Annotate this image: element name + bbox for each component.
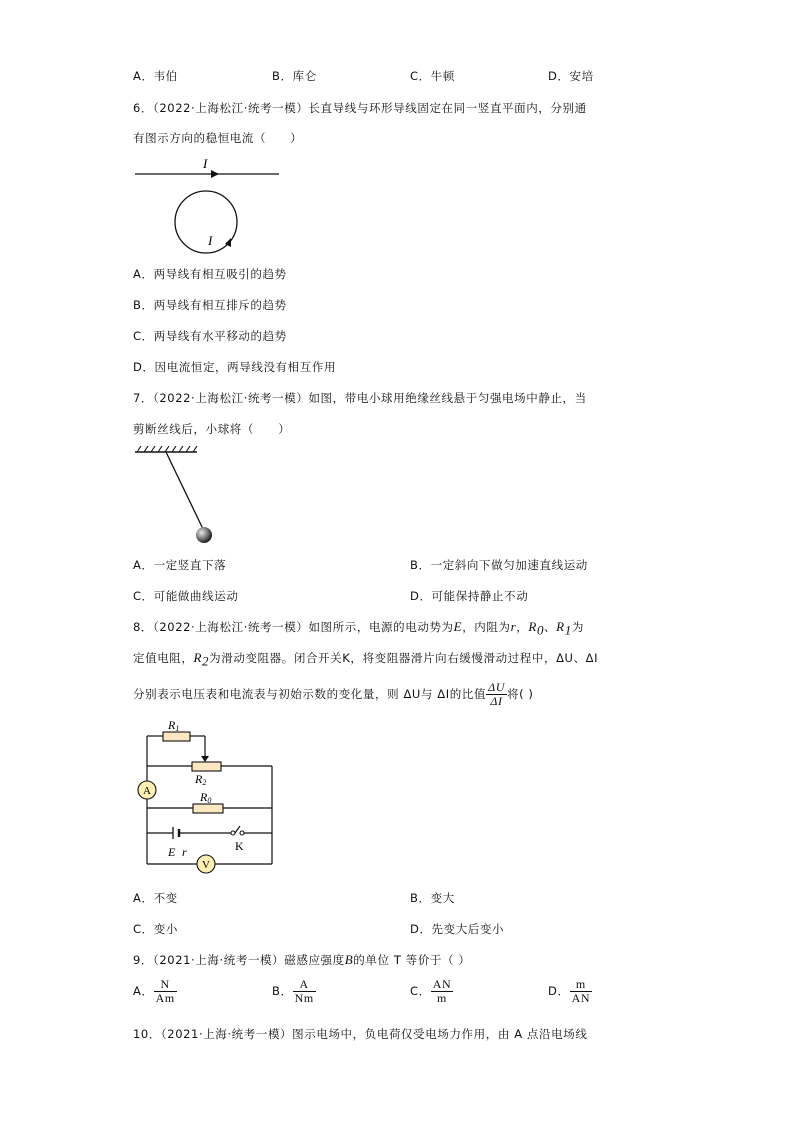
q6-option-a: A．两导线有相互吸引的趋势 [133, 267, 287, 281]
q8-stem-line1: 8．（2022·上海松江·统考一模）如图所示，电源的电动势为E，内阻为r，$R_0$、$R_1$为 [133, 619, 584, 638]
q7-option-a: A．一定竖直下落 [133, 558, 227, 572]
q5-option-a: A．韦伯 [133, 69, 178, 83]
q7-stem-line1: 7．（2022·上海松江·统考一模）如图，带电小球用绝缘丝线悬于匀强电场中静止，当 [133, 391, 587, 405]
q8-label-r2: R2 [195, 772, 207, 787]
q8-label-switch: K [235, 839, 244, 853]
q10-stem-line1: 10．（2021·上海·统考一模）图示电场中，负电荷仅受电场力作用，由 A 点沿电场线 [133, 1027, 588, 1041]
q8-circuit-diagram [133, 716, 283, 878]
q6-label-current-ring: I [208, 233, 213, 248]
q5-option-d: D．安培 [548, 69, 594, 83]
q6-wire-figure [133, 152, 283, 257]
q8-label-r1: R1 [168, 718, 180, 733]
q6-label-current-line: I [203, 156, 208, 171]
q8-resistor-r0 [193, 804, 223, 813]
q9-option-d: D． $\frac{m}{AN}$ [548, 977, 591, 1005]
q7-option-d: D．可能保持静止不动 [410, 589, 529, 603]
q6-option-b: B．两导线有相互排斥的趋势 [133, 298, 287, 312]
q8-resistor-r2 [192, 762, 221, 771]
q8-switch-contact-right [240, 831, 244, 835]
q9-stem: 9．（2021·上海·统考一模）磁感应强度B的单位 T 等价于（ ） [133, 952, 471, 967]
q8-label-voltmeter: V [202, 859, 210, 871]
q8-option-a: A．不变 [133, 891, 178, 905]
q8-ratio-fraction: $\frac{\Delta U}{\Delta I}$ [488, 680, 505, 708]
q8-option-b: B．变大 [410, 891, 455, 905]
q9-option-b: B． $\frac{A}{Nm}$ [272, 977, 314, 1005]
q8-resistor-r1 [163, 732, 190, 741]
q6-option-c: C．两导线有水平移动的趋势 [133, 329, 287, 343]
q8-label-r0: R0 [200, 790, 212, 805]
q5-option-c: C．牛顿 [410, 69, 455, 83]
q8-label-ammeter: A [143, 785, 151, 797]
q6-stem-line1: 6．（2022·上海松江·统考一模）长直导线与环形导线固定在同一竖直平面内，分别通 [133, 101, 587, 115]
q9-option-c: C． $\frac{AN}{m}$ [410, 977, 452, 1005]
q7-option-c: C．可能做曲线运动 [133, 589, 239, 603]
q7-pendulum-figure [133, 446, 223, 546]
q5-option-b: B．库仑 [272, 69, 317, 83]
q8-stem-line3: 分别表示电压表和电流表与初始示数的变化量，则 ΔU与 ΔI的比值 $\frac{\Delta U}{\Delta I}$ 将( ) [133, 680, 534, 708]
q6-option-d: D．因电流恒定，两导线没有相互作用 [133, 360, 337, 374]
q9-option-a: A． $\frac{N}{Am}$ [133, 977, 175, 1005]
q7-stem-line2: 剪断丝线后，小球将（ ） [133, 422, 291, 436]
q7-option-b: B．一定斜向下做匀加速直线运动 [410, 558, 588, 572]
q8-label-emf: E [168, 845, 176, 859]
q8-slider-arrow [201, 756, 209, 762]
q8-switch-contact-left [231, 831, 235, 835]
q8-label-internal-r: r [182, 845, 187, 859]
q7-charged-ball [196, 527, 212, 543]
q8-option-c: C．变小 [133, 922, 178, 936]
q6-stem-line2: 有图示方向的稳恒电流（ ） [133, 131, 303, 145]
q8-stem-line2: 定值电阻，$R_2$为滑动变阻器。闭合开关K，将变阻器滑片向右缓慢滑动过程中，ΔU、ΔI [133, 650, 599, 669]
q8-option-d: D．先变大后变小 [410, 922, 505, 936]
